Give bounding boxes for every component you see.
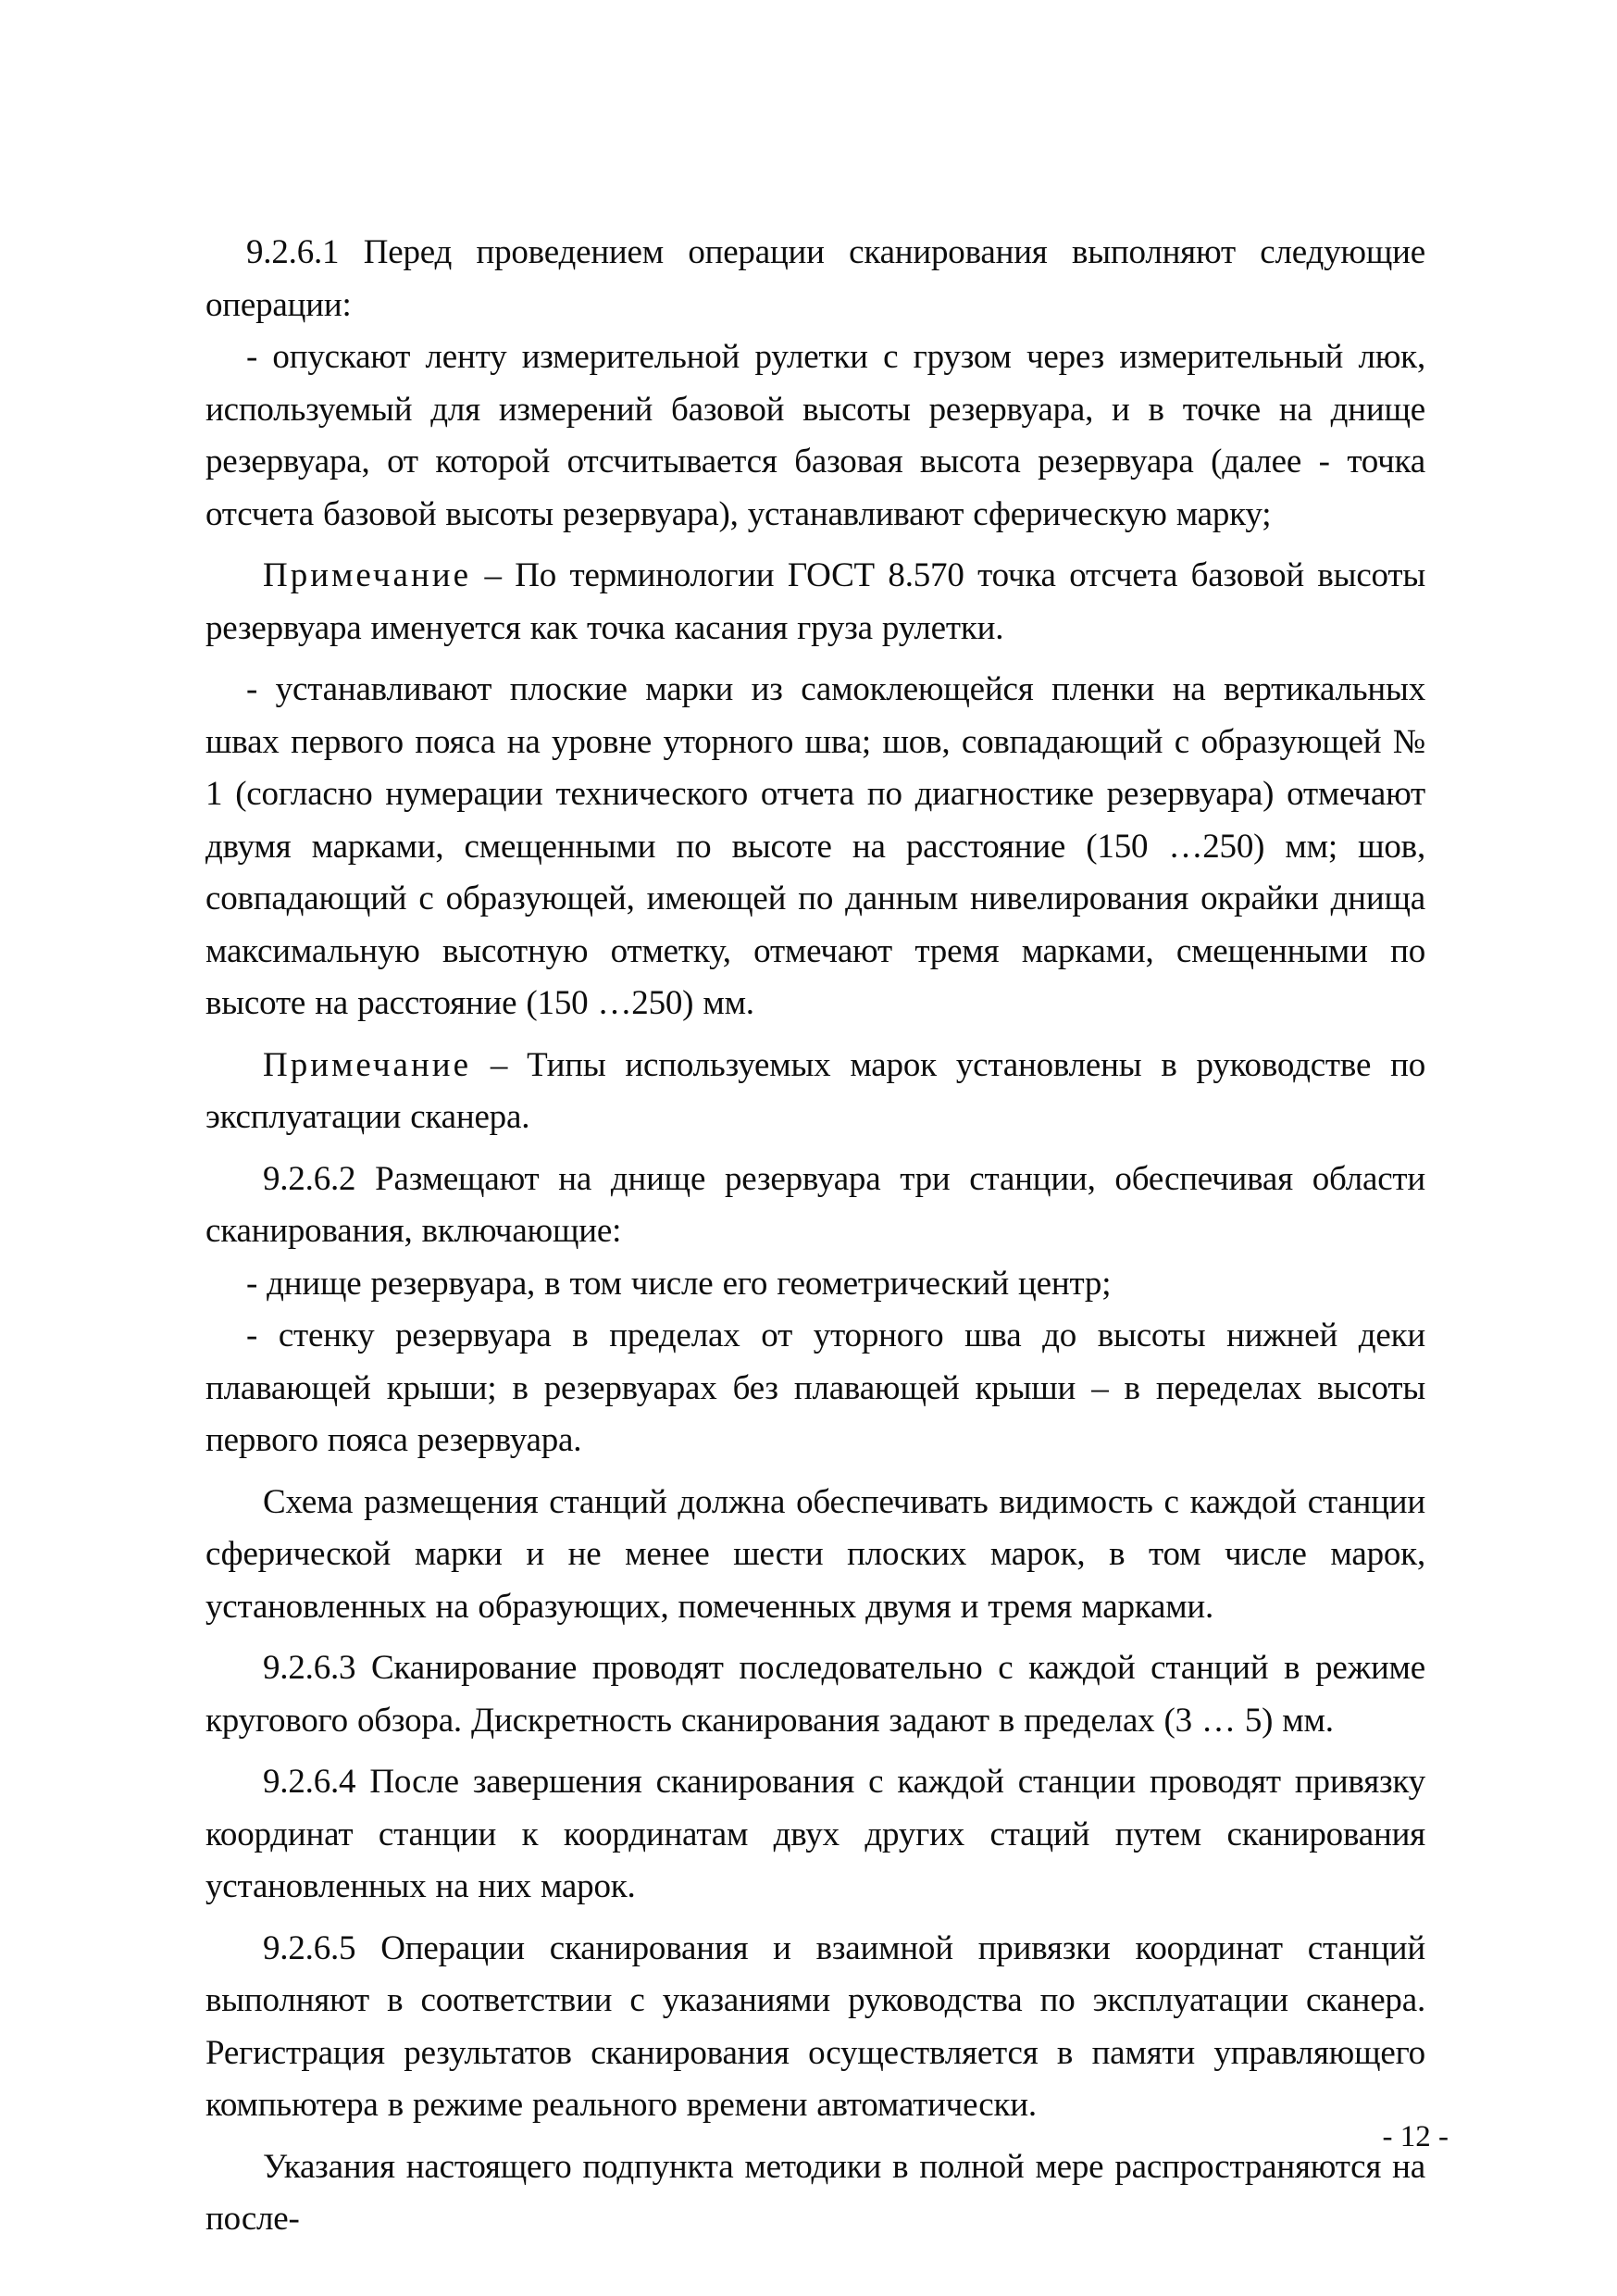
note-text: – Типы используемых марок установлены в руководстве по эксплуатации сканера.	[205, 1045, 1425, 1136]
page-number: - 12 -	[1382, 2120, 1449, 2153]
note-mark-types	[205, 1040, 1425, 1144]
list-item-lower-tape: - опускают ленту измерительной рулетки с грузом через измерительный люк, используемый для измерений базовой высоты резервуара, и в точке на днище резервуара, от которой отсчитывается базовая высота резервуара (далее - точка отсчета базовой высоты резервуара), устанавливают сферическую марку;	[205, 338, 1425, 533]
note-label: Примечание	[263, 1045, 471, 1084]
paragraph-9-2-6-1: 9.2.6.1 Перед проведением операции сканирования выполняют следующие операции:	[205, 233, 1425, 324]
note-label: Примечание	[263, 556, 471, 594]
paragraph-9-2-6-3: 9.2.6.3 Сканирование проводят последовательно с каждой станций в режиме кругового обзора. Дискретность сканирования задают в пределах (3 … 5) мм.	[205, 1649, 1425, 1740]
list-item-tank-bottom: - днище резервуара, в том числе его геометрический центр;	[246, 1264, 1112, 1303]
note-text: – По терминологии ГОСТ 8.570 точка отсчета базовой высоты резервуара именуется как точка касания груза рулетки.	[205, 556, 1425, 647]
paragraph-station-scheme: Схема размещения станций должна обеспечивать видимость с каждой станции сферической марки и не менее шести плоских марок, в том числе марок, установленных на образующих, помеченных двумя и тремя марками.	[205, 1482, 1425, 1626]
paragraph-9-2-6-4: 9.2.6.4 После завершения сканирования с каждой станции проводят привязку координат станции к координатам двух других стаций путем сканирования установленных на них марок.	[205, 1763, 1425, 1905]
document-body	[205, 227, 1425, 2246]
list-item-tank-wall: - стенку резервуара в пределах от уторного шва до высоты нижней деки плавающей крыши; в резервуарах без плавающей крыши – в переделах высоты первого пояса резервуара.	[205, 1316, 1425, 1459]
paragraph-instructions: Указания настоящего подпункта методики в полной мере распространяются на после-	[205, 2147, 1425, 2238]
paragraph-9-2-6-2: 9.2.6.2 Размещают на днище резервуара три станции, обеспечивая области сканирования, включающие:	[205, 1159, 1425, 1250]
paragraph-9-2-6-5: 9.2.6.5 Операции сканирования и взаимной привязки координат станций выполняют в соответствии с указаниями руководства по эксплуатации сканера. Регистрация результатов сканирования осуществляется в памяти управляющего компьютера в режиме реального времени автоматически.	[205, 1928, 1425, 2124]
note-gost	[205, 550, 1425, 655]
list-item-flat-marks: - устанавливают плоские марки из самоклеющейся пленки на вертикальных швах первого пояса на уровне уторного шва; шов, совпадающий с образующей № 1 (согласно нумерации технического отчета по диагностике резервуара) отмечают двумя марками, смещенными по высоте на расстояние (150 …250) мм; шов, совпадающий с образующей, имеющей по данным нивелирования окрайки днища максимальную высотную отметку, отмечают тремя марками, смещенными по высоте на расстояние (150 …250) мм.	[205, 670, 1425, 1022]
